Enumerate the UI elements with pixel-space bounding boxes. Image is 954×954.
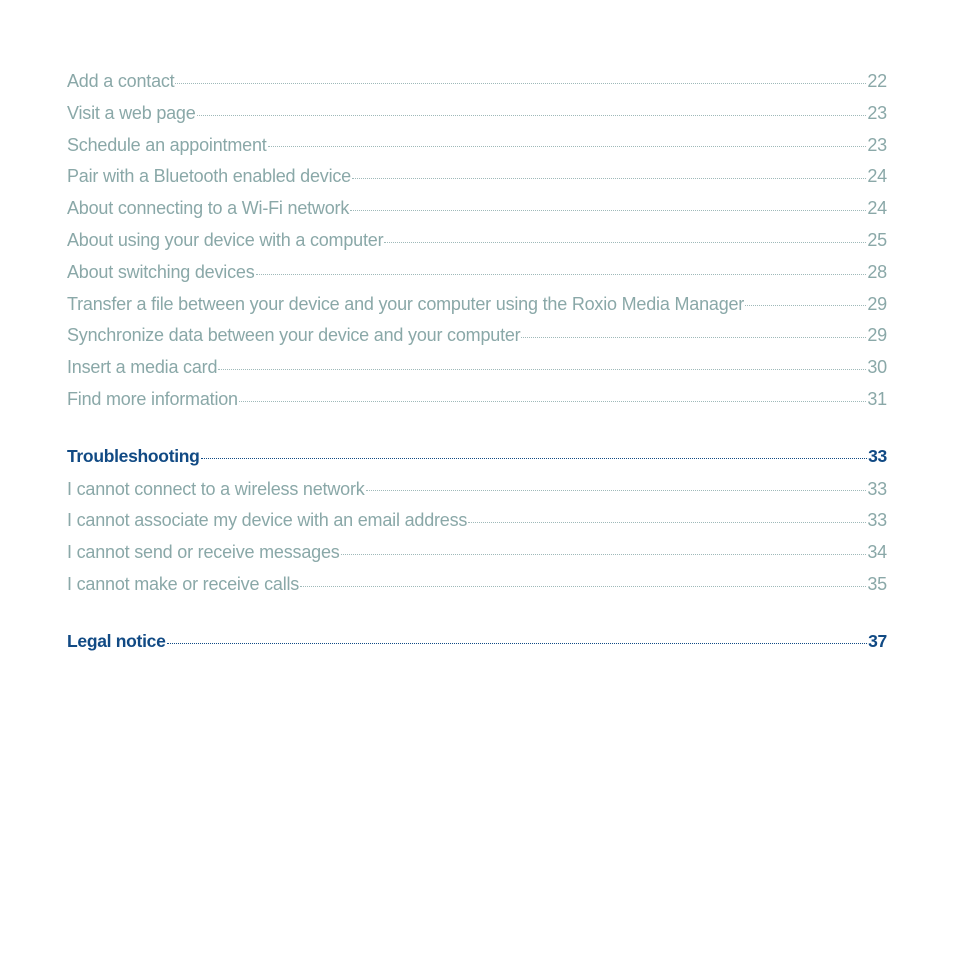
- toc-entry-page: 23: [867, 134, 887, 155]
- dot-leader: [239, 387, 867, 405]
- toc-entry-page: 28: [867, 261, 887, 282]
- toc-entry-cannot-connect-wireless[interactable]: [67, 477, 887, 509]
- toc-entry-page: 29: [867, 293, 887, 314]
- toc-entry-title: I cannot send or receive messages: [67, 542, 340, 563]
- dot-leader: [175, 69, 866, 87]
- toc-entry-title: About switching devices: [67, 261, 255, 282]
- dot-leader: [167, 630, 868, 648]
- toc-entry-title: Pair with a Bluetooth enabled device: [67, 166, 351, 187]
- toc-entry-title: I cannot make or receive calls: [67, 573, 300, 594]
- toc-entry-switching-devices[interactable]: [67, 260, 887, 292]
- dot-leader: [341, 540, 867, 558]
- dot-leader: [366, 477, 867, 495]
- toc-entry-page: 30: [867, 357, 887, 378]
- toc-entry-synchronize-data[interactable]: [67, 323, 887, 355]
- toc-entry-device-with-computer[interactable]: [67, 228, 887, 260]
- toc-entry-add-contact[interactable]: [67, 69, 887, 101]
- toc-heading-page: 33: [868, 446, 887, 467]
- toc-entry-transfer-file[interactable]: [67, 292, 887, 324]
- toc-entry-title: Add a contact: [67, 71, 175, 91]
- toc-entry-find-more-information[interactable]: [67, 387, 887, 419]
- toc-entry-cannot-make-receive-calls[interactable]: [67, 572, 887, 604]
- toc-heading-title: Troubleshooting: [67, 446, 200, 467]
- toc-entry-page: 24: [867, 198, 887, 219]
- toc-entry-page: 24: [867, 166, 887, 187]
- section-gap: [67, 419, 887, 445]
- toc-entry-cannot-send-receive-messages[interactable]: [67, 540, 887, 572]
- toc-entry-title: I cannot associate my device with an email address: [67, 510, 468, 531]
- toc-entry-visit-web-page[interactable]: [67, 101, 887, 133]
- toc-entry-title: Visit a web page: [67, 102, 196, 123]
- toc-heading-troubleshooting[interactable]: [67, 445, 887, 477]
- dot-leader: [218, 355, 866, 373]
- toc-entry-cannot-associate-email[interactable]: [67, 508, 887, 540]
- dot-leader: [352, 164, 866, 182]
- toc-entry-insert-media-card[interactable]: [67, 355, 887, 387]
- dot-leader: [300, 572, 866, 590]
- toc-entry-page: 34: [867, 542, 887, 563]
- toc-entry-title: Synchronize data between your device and your computer: [67, 325, 521, 346]
- toc-heading-title: Legal notice: [67, 631, 166, 652]
- dot-leader: [384, 228, 866, 246]
- dot-leader: [256, 260, 867, 278]
- toc-entry-schedule-appointment[interactable]: [67, 133, 887, 165]
- dot-leader: [201, 445, 868, 463]
- toc-entry-pair-bluetooth[interactable]: [67, 164, 887, 196]
- toc-entry-page: 33: [867, 510, 887, 531]
- dot-leader: [745, 292, 866, 310]
- toc-entry-page: 31: [867, 388, 887, 409]
- dot-leader: [268, 133, 867, 151]
- toc-entry-page: 35: [867, 573, 887, 594]
- toc-entry-title: Insert a media card: [67, 357, 218, 378]
- toc-entry-page: 23: [867, 102, 887, 123]
- toc-entry-page: 33: [867, 478, 887, 499]
- toc-entry-page: 25: [867, 229, 887, 250]
- toc-entry-title: About using your device with a computer: [67, 229, 384, 250]
- dot-leader: [521, 323, 866, 341]
- toc-entry-page: 22: [867, 71, 887, 91]
- table-of-contents: [67, 69, 887, 662]
- toc-heading-page: 37: [868, 631, 887, 652]
- dot-leader: [197, 101, 867, 119]
- toc-entry-title: Schedule an appointment: [67, 134, 267, 155]
- section-gap: [67, 604, 887, 630]
- toc-entry-title: Find more information: [67, 388, 238, 409]
- toc-entry-wifi-network[interactable]: [67, 196, 887, 228]
- dot-leader: [468, 508, 866, 526]
- dot-leader: [350, 196, 866, 214]
- toc-entry-page: 29: [867, 325, 887, 346]
- toc-entry-title: About connecting to a Wi-Fi network: [67, 198, 350, 219]
- toc-entry-title: Transfer a file between your device and your computer using the Roxio Media Manager: [67, 293, 745, 314]
- toc-entry-title: I cannot connect to a wireless network: [67, 478, 365, 499]
- toc-heading-legal-notice[interactable]: [67, 630, 887, 662]
